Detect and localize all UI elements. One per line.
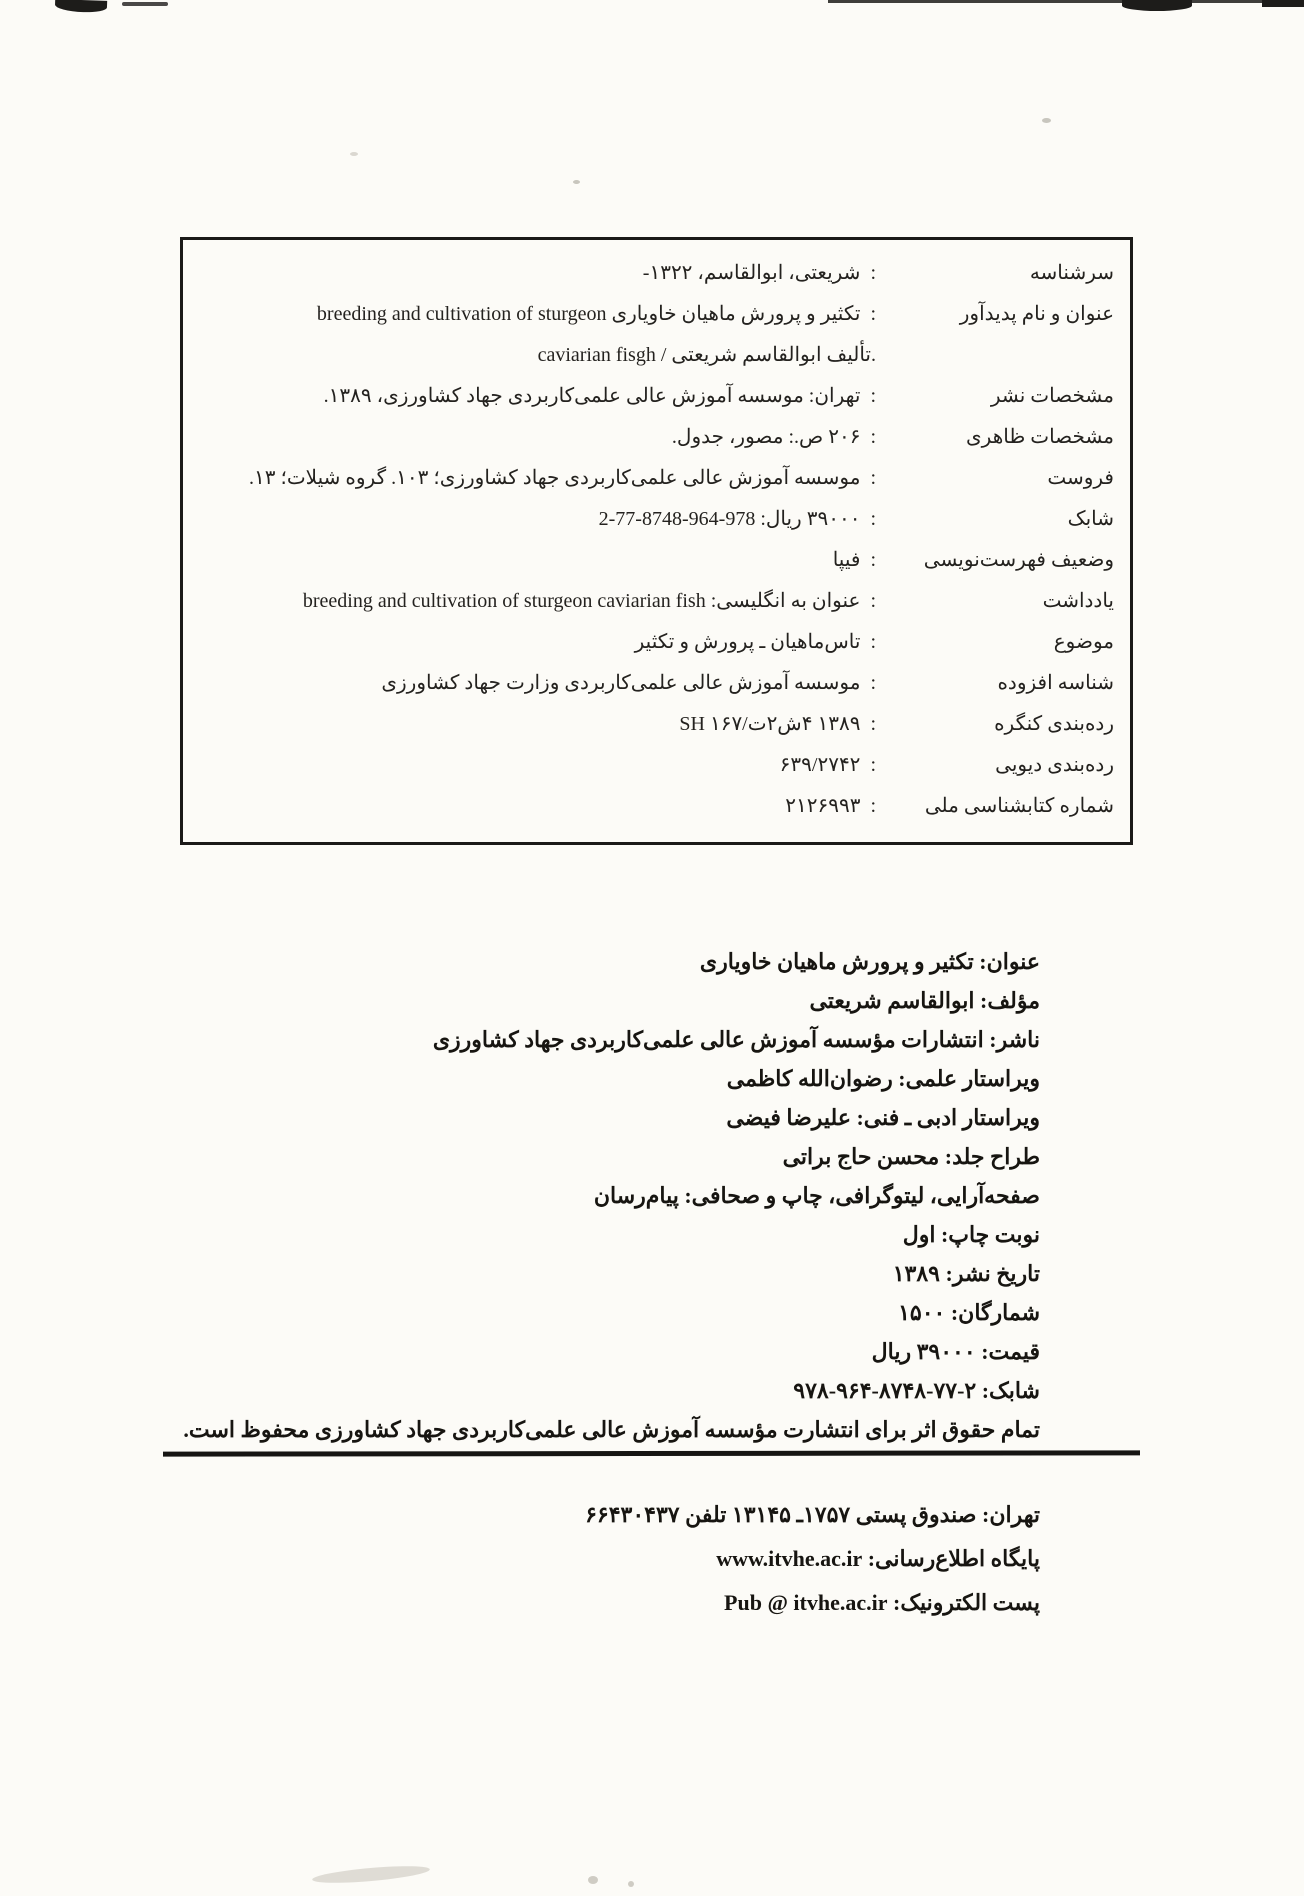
isbn-label: شابک: — [981, 1378, 1040, 1403]
colophon-edition-line: نوبت چاپ: اول — [902, 1222, 1040, 1247]
colon: : — [870, 631, 876, 653]
cip-label: رده‌بندی دیویی — [995, 754, 1114, 776]
colon: : — [870, 508, 876, 530]
colophon-publish-date-line: تاریخ نشر: ۱۳۸۹ — [892, 1261, 1040, 1286]
colophon-price-line: قیمت: ۳۹۰۰۰ ریال — [871, 1339, 1040, 1364]
scan-speck — [1042, 118, 1051, 123]
cip-label: مشخصات ظاهری — [966, 426, 1114, 448]
cip-label: سرشناسه — [1029, 262, 1114, 284]
isbn-value: ۹۷۸-۹۶۴-۸۷۴۸-۷۷-۲ — [793, 1378, 977, 1403]
scan-artifact — [1262, 0, 1304, 7]
cip-value-line2: caviarian fisgh / تألیف ابوالقاسم شریعتی. — [537, 344, 876, 366]
scan-smudge — [628, 1881, 634, 1887]
colon: : — [870, 385, 876, 407]
cip-value-text: شریعتی، ابوالقاسم، ۱۳۲۲- — [642, 262, 861, 284]
cip-value — [197, 704, 876, 745]
colophon-scientific-editor-line: ویراستار علمی: رضوان‌الله کاظمی — [726, 1066, 1040, 1091]
cip-value — [197, 417, 876, 458]
colophon-block — [180, 942, 1040, 1449]
colon: : — [870, 672, 876, 694]
cip-row-isbn — [197, 499, 1114, 540]
colon: : — [870, 549, 876, 571]
cip-row-publication — [197, 376, 1114, 417]
colon: : — [870, 426, 876, 448]
scan-speck — [350, 152, 358, 156]
colophon-title-line: عنوان: تکثیر و پرورش ماهیان خاویاری — [699, 949, 1040, 974]
cip-value-text: ۶۳۹/۲۷۴۲ — [779, 754, 861, 776]
cip-value-text: تکثیر و پرورش ماهیان خاویاری breeding and cultivation of sturgeon — [316, 303, 861, 325]
colophon-author-line: مؤلف: ابوالقاسم شریعتی — [809, 988, 1040, 1013]
cip-value-text: تاس‌ماهیان ـ پرورش و تکثیر — [634, 631, 861, 653]
cip-label: مشخصات نشر — [990, 385, 1114, 407]
cip-value-text: تهران: موسسه آموزش عالی علمی‌کاربردی جهاد کشاورزی، ۱۳۸۹. — [323, 385, 861, 407]
cip-value-text: موسسه آموزش عالی علمی‌کاربردی جهاد کشاورزی؛ ۱۰۳. گروه شیلات؛ ۱۳. — [249, 467, 861, 489]
colon: : — [870, 795, 876, 817]
cip-value-text: SH ۱۶۷/ت۲ش۴ ۱۳۸۹ — [679, 713, 861, 735]
email-address: Pub @ itvhe.ac.ir — [724, 1590, 888, 1615]
cip-value — [197, 294, 876, 376]
colophon-print-run-line: شمارگان: ۱۵۰۰ — [898, 1300, 1040, 1325]
email-label: پست الکترونیک: — [893, 1590, 1040, 1615]
scan-smudge — [312, 1863, 431, 1886]
cip-value — [197, 786, 876, 827]
colophon-publisher-line: ناشر: انتشارات مؤسسه آموزش عالی علمی‌کاربردی جهاد کشاورزی — [432, 1027, 1040, 1052]
cip-row-subject — [197, 622, 1114, 663]
cip-value-text: عنوان به انگلیسی: breeding and cultivation of sturgeon caviarian fish — [302, 590, 861, 612]
cip-value — [197, 376, 876, 417]
email-line — [585, 1581, 1040, 1625]
cip-row-added-entry — [197, 663, 1114, 704]
cip-label: رده‌بندی کنگره — [994, 713, 1114, 735]
cip-value-text: موسسه آموزش عالی علمی‌کاربردی وزارت جهاد کشاورزی — [381, 672, 861, 694]
cip-label: وضعیف فهرست‌نویسی — [923, 549, 1114, 571]
website-line — [585, 1537, 1040, 1581]
scan-smudge — [588, 1876, 598, 1884]
cip-value — [197, 253, 876, 294]
cip-label: موضوع — [1053, 631, 1114, 653]
cip-value-text: ۲۱۲۶۹۹۳ — [785, 795, 861, 817]
address-line: تهران: صندوق پستی ۱۷۵۷ـ ۱۳۱۴۵ تلفن ۶۶۴۳۰۴۳۷ — [585, 1502, 1040, 1527]
cip-label: شناسه افزوده — [997, 672, 1114, 694]
cip-label: یادداشت — [1042, 590, 1114, 612]
cip-value-text: ۳۹۰۰۰ ریال: 978-964-8748-77-2 — [598, 508, 861, 530]
cip-row-sarshenase — [197, 253, 1114, 294]
scan-artifact — [828, 0, 1304, 3]
cip-value — [197, 458, 876, 499]
colon: : — [870, 713, 876, 735]
cip-row-note — [197, 581, 1114, 622]
colophon-cover-designer-line: طراح جلد: محسن حاج براتی — [782, 1144, 1040, 1169]
colophon-literary-editor-line: ویراستار ادبی ـ فنی: علیرضا فیضی — [726, 1105, 1040, 1130]
cip-row-cataloging-status — [197, 540, 1114, 581]
colon: : — [870, 467, 876, 489]
divider-rule — [163, 1450, 1140, 1456]
cip-value — [197, 663, 876, 704]
cip-row-title-author — [197, 294, 1114, 376]
cip-row-dewey — [197, 745, 1114, 786]
cataloging-in-publication-box — [180, 237, 1133, 845]
colon: : — [870, 590, 876, 612]
cip-label: فروست — [1047, 467, 1114, 489]
colophon-printing-line: صفحه‌آرایی، لیتوگرافی، چاپ و صحافی: پیام‌رسان — [593, 1183, 1040, 1208]
cip-label: شماره کتابشناسی ملی — [924, 795, 1114, 817]
cip-value-line1 — [197, 294, 876, 335]
website-label: پایگاه اطلاع‌رسانی: — [867, 1546, 1040, 1571]
colon: : — [870, 754, 876, 776]
colon: : — [870, 262, 876, 284]
colophon-rights-line: تمام حقوق اثر برای انتشارت مؤسسه آموزش عالی علمی‌کاربردی جهاد کشاورزی محفوظ است. — [183, 1417, 1040, 1442]
cip-value — [197, 622, 876, 663]
cip-row-physical — [197, 417, 1114, 458]
publisher-contact-block — [585, 1493, 1040, 1625]
scan-speck — [573, 180, 580, 184]
cip-value — [197, 581, 876, 622]
cip-row-lc-classification — [197, 704, 1114, 745]
cip-label: شابک — [1067, 508, 1114, 530]
cip-value-text: ۲۰۶ ص.: مصور، جدول. — [671, 426, 861, 448]
cip-value — [197, 540, 876, 581]
scan-artifact — [55, 0, 107, 13]
website-url: www.itvhe.ac.ir — [716, 1546, 863, 1571]
cip-value — [197, 745, 876, 786]
cip-value-text: فیپا — [832, 549, 861, 571]
cip-row-series — [197, 458, 1114, 499]
scan-artifact — [122, 2, 168, 6]
cip-value — [197, 499, 876, 540]
colon: : — [870, 303, 876, 325]
colophon-isbn-line — [180, 1371, 1040, 1410]
scan-artifact — [1122, 0, 1192, 11]
cip-row-national-bibliography-number — [197, 786, 1114, 827]
cip-label: عنوان و نام پدیدآور — [959, 303, 1114, 325]
